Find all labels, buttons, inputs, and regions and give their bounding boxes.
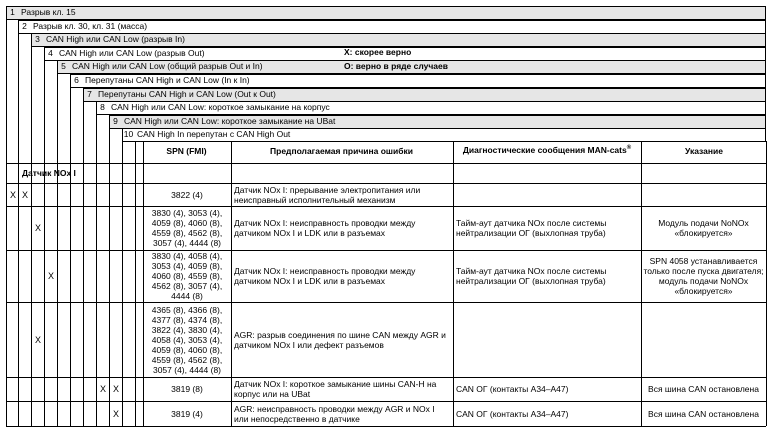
row-line xyxy=(6,426,766,427)
fault-mark: X xyxy=(112,384,119,394)
cause-cell: AGR: разрыв соединения по шине CAN между AGR и датчиком NOx I или дефект разъемов xyxy=(234,329,446,350)
note-cell xyxy=(643,303,764,376)
legend-o: O: верно в ряде случаев xyxy=(344,61,448,71)
fault-column-line xyxy=(6,6,7,426)
fault-level-number: 6 xyxy=(74,75,79,85)
fault-level-8 xyxy=(96,101,766,115)
cause-cell: Датчик NOx I: короткое замыкание шины CAN-H на корпус или на UBat xyxy=(234,379,437,399)
diag-cell: Тайм-аут датчика NOx после системы нейтрализации ОГ (выхлопная труба) xyxy=(456,266,607,286)
cause-cell: AGR: неисправность проводки между AGR и NOx I или непосредственно в датчике xyxy=(234,403,435,424)
cause-cell: Датчик NOx I: неисправность проводки между датчиком NOx I и LDK или в разъемах xyxy=(234,218,416,238)
fault-level-text: Перепутаны CAN High и CAN Low (In к In) xyxy=(85,75,250,85)
fault-level-text: CAN High In перепутан с CAN High Out xyxy=(137,129,291,140)
right-border-line xyxy=(766,141,767,426)
fault-level-3 xyxy=(31,33,766,47)
note-cell: Вся шина CAN остановлена xyxy=(648,408,759,419)
fault-level-9 xyxy=(109,115,766,129)
header-diag-text: Диагностические сообщения MAN-cats xyxy=(462,144,627,155)
cause-cell: Датчик NOx I: прерывание электропитания или неисправный исполнительный механизм xyxy=(234,184,421,205)
fault-mark: X xyxy=(99,384,106,394)
fault-column-line xyxy=(18,20,19,426)
note-cell: Модуль подачи NoNOx «блокируется» xyxy=(658,218,749,238)
fault-level-number: 10 xyxy=(123,129,134,140)
spn-cell: 4365 (8), 4366 (8), 4377 (8), 4374 (8), 3822 (4), 3830 (4), 4058 (4), 3053 (4), 4059 (8), 4060 (8), 4559 (8), 4562 (8), 3057 (4), 4444 (8) xyxy=(151,304,223,375)
fault-column-line xyxy=(122,128,123,426)
fault-level-number: 2 xyxy=(22,20,27,31)
fault-column-line xyxy=(109,115,110,426)
fault-level-number: 7 xyxy=(87,88,92,99)
fault-column-line xyxy=(44,47,45,426)
fault-level-number: 5 xyxy=(61,61,66,72)
fault-level-text: CAN High или CAN Low (общий разрыв Out и In) xyxy=(72,61,263,72)
fault-level-text: Разрыв кл. 30, кл. 31 (масса) xyxy=(33,20,148,31)
fault-level-text: CAN High или CAN Low: короткое замыкание на корпус xyxy=(111,102,330,113)
diag-cell: CAN ОГ (контакты А34–А47) xyxy=(456,384,569,394)
fault-level-text: Перепутаны CAN High и CAN Low (Out к Out) xyxy=(98,88,276,99)
note-cell xyxy=(643,184,764,205)
fault-level-number: 8 xyxy=(100,102,105,113)
legend-x: X: скорее верно xyxy=(344,47,412,57)
spn-cell: 3830 (4), 4058 (4), 3053 (4), 4059 (8), 4060 (8), 4559 (8), 4562 (8), 3057 (4), 4444 (8) xyxy=(151,251,223,301)
diag-cell xyxy=(456,184,638,205)
fault-column-line xyxy=(57,60,58,426)
spn-cell: 3819 (8) xyxy=(171,384,203,394)
note-cell: Вся шина CAN остановлена xyxy=(648,384,759,394)
fault-mark: X xyxy=(112,408,119,419)
fault-level-text: CAN High или CAN Low (разрыв In) xyxy=(46,34,185,45)
fault-level-number: 9 xyxy=(113,115,118,126)
fault-level-number: 3 xyxy=(35,34,40,45)
section-title: Датчик NOx I xyxy=(22,168,76,178)
header-diag xyxy=(454,143,640,165)
fault-level-6 xyxy=(70,74,766,88)
cause-cell: Датчик NOx I: неисправность проводки между датчиком NOx I и LDK или в разъемах xyxy=(234,266,416,286)
fault-mark: X xyxy=(21,189,28,200)
header-diag-sup: ® xyxy=(626,145,632,151)
header-spn: SPN (FMI) xyxy=(166,146,207,156)
fault-column-line xyxy=(83,88,84,426)
fault-level-7 xyxy=(83,88,766,102)
fault-level-number: 1 xyxy=(10,7,15,17)
spn-cell: 3830 (4), 3053 (4), 4059 (8), 4060 (8), 4559 (8), 4562 (8), 3057 (4), 4444 (8) xyxy=(151,208,223,248)
spn-cell: 3819 (4) xyxy=(171,408,203,419)
fault-mark: X xyxy=(9,189,16,200)
fault-mark: X xyxy=(34,334,41,345)
note-cell: SPN 4058 устанавливается только после пуска двигателя; модуль подачи NoNOx «блокируется» xyxy=(643,256,764,296)
header-top-line xyxy=(143,141,766,142)
spn-cell: 3822 (4) xyxy=(171,189,203,200)
fault-level-text: Разрыв кл. 15 xyxy=(21,7,76,17)
diag-cell: CAN ОГ (контакты А34–А47) xyxy=(456,408,569,419)
header-bottom-line xyxy=(6,163,766,164)
fault-mark: X xyxy=(47,271,54,281)
fault-level-number: 4 xyxy=(48,47,53,58)
fault-level-text: CAN High или CAN Low (разрыв Out) xyxy=(59,47,205,58)
header-note: Указание xyxy=(685,146,723,156)
fault-column-line xyxy=(135,142,136,426)
fault-level-2 xyxy=(18,20,766,34)
fault-level-1 xyxy=(6,6,766,20)
diag-cell: Тайм-аут датчика NOx после системы нейтрализации ОГ (выхлопная труба) xyxy=(456,218,607,238)
diag-cell xyxy=(456,303,638,376)
fault-level-text: CAN High или CAN Low: короткое замыкание на UBat xyxy=(124,115,336,126)
header-cause: Предполагаемая причина ошибки xyxy=(270,146,413,156)
fault-mark: X xyxy=(34,223,41,233)
